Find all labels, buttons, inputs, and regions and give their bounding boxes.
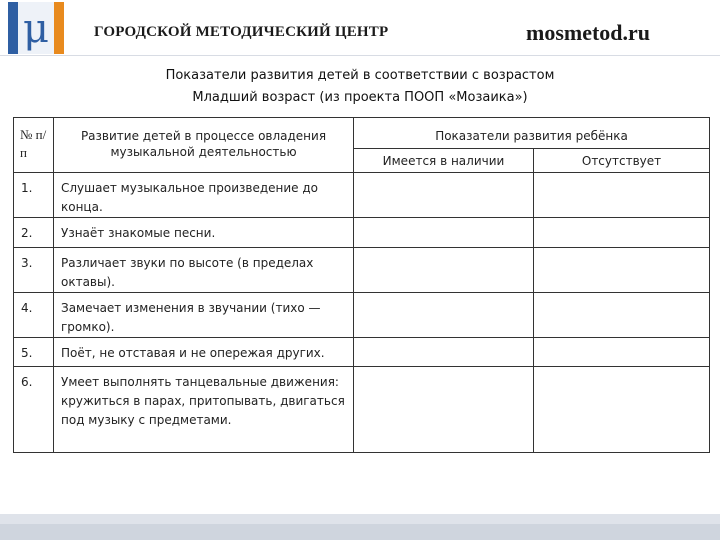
row-text: Различает звуки по высоте (в пределах октавы). [54,248,354,293]
logo-glyph: μ [23,6,49,52]
present-cell[interactable] [354,248,534,293]
table-row [14,338,710,367]
column-header-absent: Отсутствует [534,149,710,173]
absent-cell[interactable] [534,248,710,293]
row-text: Замечает изменения в звучании (тихо — громко). [54,293,354,338]
table-row [14,293,710,338]
absent-cell[interactable] [534,218,710,248]
present-cell[interactable] [354,173,534,218]
row-number: 6. [14,367,54,453]
mu-letter-logo-icon [8,2,64,54]
row-number: 3. [14,248,54,293]
indicators-table [13,117,710,453]
row-number: 2. [14,218,54,248]
absent-cell[interactable] [534,293,710,338]
table-row [14,218,710,248]
present-cell[interactable] [354,367,534,453]
row-text: Узнаёт знакомые песни. [54,218,354,248]
present-cell[interactable] [354,338,534,367]
page-header [0,0,720,58]
table-row [14,367,710,453]
present-cell[interactable] [354,218,534,248]
absent-cell[interactable] [534,173,710,218]
row-number: 4. [14,293,54,338]
site-link[interactable]: mosmetod.ru [526,20,651,45]
present-cell[interactable] [354,293,534,338]
column-header-indicators: Показатели развития ребёнка [354,118,710,149]
header-divider [0,55,720,56]
absent-cell[interactable] [534,367,710,453]
page-title: Показатели развития детей в соответствии с возрастом [165,68,555,83]
row-text: Умеет выполнять танцевальные движения: кружиться в парах, притопывать, двигаться под музыку с предметами. [54,367,354,453]
row-number: 5. [14,338,54,367]
row-text: Слушает музыкальное произведение до конца. [54,173,354,218]
column-header-number: № п/п [14,118,54,173]
table-row [14,173,710,218]
absent-cell[interactable] [534,338,710,367]
page-subtitle: Младший возраст (из проекта ПООП «Мозаика») [192,90,528,105]
footer-band-lower [0,524,720,540]
row-number: 1. [14,173,54,218]
table-header-row [14,118,710,149]
row-text: Поёт, не отставая и не опережая других. [54,338,354,367]
column-header-present: Имеется в наличии [354,149,534,173]
table-row [14,248,710,293]
column-header-description: Развитие детей в процессе овладения музыкальной деятельностью [54,118,354,173]
center-name: ГОРОДСКОЙ МЕТОДИЧЕСКИЙ ЦЕНТР [94,24,389,40]
